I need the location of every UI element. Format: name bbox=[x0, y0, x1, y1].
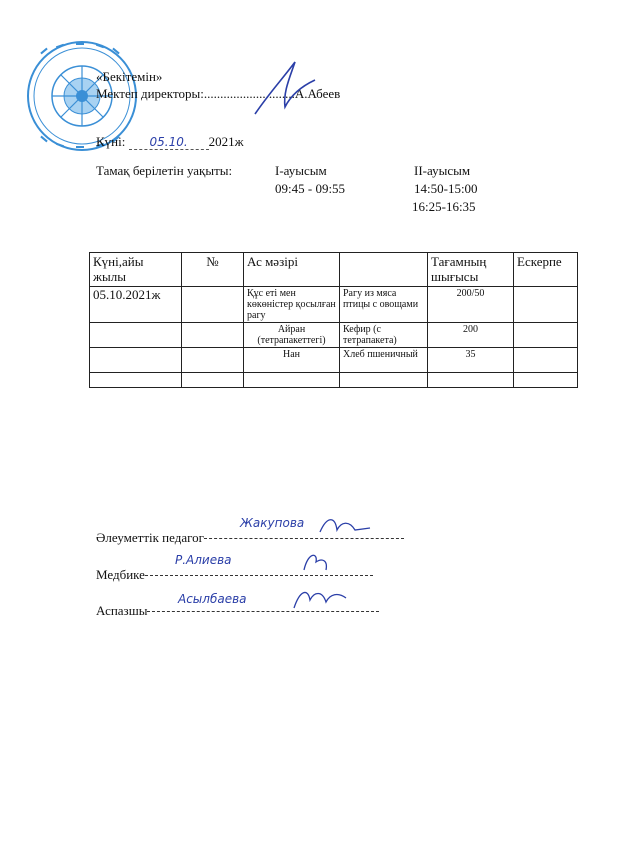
cell-dish-ru: Рагу из мяса птицы с овощами bbox=[340, 287, 428, 323]
shift1-label: І-ауысым bbox=[275, 163, 327, 178]
cell-date bbox=[90, 373, 182, 388]
cell-portion bbox=[428, 373, 514, 388]
header-note: Ескерпе bbox=[514, 253, 578, 287]
approval-title: «Бекітемін» bbox=[96, 69, 163, 84]
cook-handwriting: Асылбаева bbox=[178, 592, 247, 606]
table-header-row bbox=[90, 253, 578, 287]
cell-date bbox=[90, 348, 182, 373]
cell-date bbox=[90, 323, 182, 348]
header-number: № bbox=[182, 253, 244, 287]
header-portion: Тағамның шығысы bbox=[428, 253, 514, 287]
cell-number bbox=[182, 323, 244, 348]
shift1-time: 09:45 - 09:55 bbox=[275, 181, 346, 196]
social-pedagogue-handwriting: Жакупова bbox=[240, 516, 305, 530]
cell-dish-kz: Айран (тетрапакеттегі) bbox=[244, 323, 340, 348]
cook-signature bbox=[290, 584, 350, 612]
social-pedagogue-signature bbox=[315, 512, 375, 540]
shift2-label: ІІ-ауысым bbox=[414, 163, 471, 178]
nurse-handwriting: Р.Алиева bbox=[175, 553, 232, 567]
cell-dish-kz bbox=[244, 373, 340, 388]
cell-note bbox=[514, 348, 578, 373]
date-handwritten: 05.10. bbox=[129, 135, 209, 150]
director-name: ....А.Абеев bbox=[281, 86, 341, 101]
cell-dish-kz: Нан bbox=[244, 348, 340, 373]
shift2-time1: 14:50-15:00 bbox=[414, 181, 478, 196]
cell-number bbox=[182, 287, 244, 323]
cell-dish-ru: Хлеб пшеничный bbox=[340, 348, 428, 373]
menu-table bbox=[89, 252, 578, 388]
date-line bbox=[96, 134, 244, 150]
table-row bbox=[90, 323, 578, 348]
social-pedagogue-label: Әлеуметтік педагог bbox=[96, 530, 204, 545]
cell-note bbox=[514, 373, 578, 388]
cell-dish-ru: Кефир (с тетрапакета) bbox=[340, 323, 428, 348]
cell-note bbox=[514, 323, 578, 348]
cell-portion: 35 bbox=[428, 348, 514, 373]
director-signature bbox=[245, 52, 325, 122]
cell-date: 05.10.2021ж bbox=[90, 287, 182, 323]
cell-portion: 200 bbox=[428, 323, 514, 348]
cell-portion: 200/50 bbox=[428, 287, 514, 323]
nurse-signature bbox=[298, 548, 338, 576]
header-date: Күні,айы жылы bbox=[90, 253, 182, 287]
schedule-label: Тамақ берілетін уақыты: bbox=[96, 163, 233, 178]
cell-dish-kz: Құс еті мен көкөністер қосылған рагу bbox=[244, 287, 340, 323]
cell-dish-ru bbox=[340, 373, 428, 388]
header-menu-ru bbox=[340, 253, 428, 287]
date-year: 2021ж bbox=[208, 134, 244, 149]
table-row bbox=[90, 348, 578, 373]
header-menu: Ас мәзірі bbox=[244, 253, 340, 287]
table-row bbox=[90, 287, 578, 323]
director-label: Мектеп директоры: bbox=[96, 86, 204, 101]
cell-note bbox=[514, 287, 578, 323]
cook-label: Аспазшы bbox=[96, 603, 148, 618]
cell-number bbox=[182, 348, 244, 373]
table-row bbox=[90, 373, 578, 388]
nurse-label: Медбике bbox=[96, 567, 145, 582]
director-dots: ........................ bbox=[203, 86, 282, 101]
shift2-time2: 16:25-16:35 bbox=[412, 199, 476, 214]
date-label: Күні: bbox=[96, 134, 126, 149]
cell-number bbox=[182, 373, 244, 388]
